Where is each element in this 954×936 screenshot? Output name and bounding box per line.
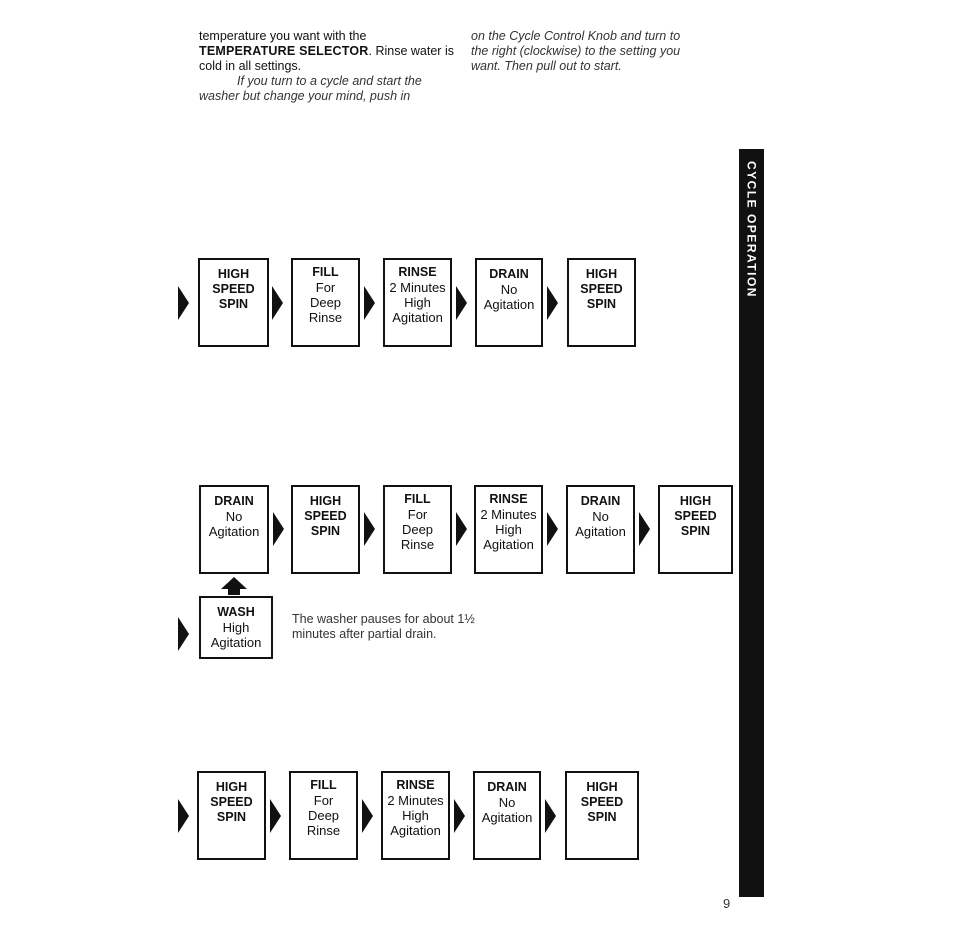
step-label-line: High — [404, 295, 431, 310]
intro-line — [199, 74, 469, 89]
step-label-line: DRAIN — [580, 494, 621, 508]
step-label-line: Agitation — [390, 823, 441, 838]
arrow-right-icon — [547, 286, 558, 320]
step-label-line: No — [592, 509, 609, 524]
step-box — [474, 485, 543, 574]
step-label-line: SPEED — [674, 509, 717, 523]
step-label-line: No — [498, 795, 516, 810]
intro-line-text: If you turn to a cycle and start the — [237, 74, 422, 88]
step-label-line: RINSE — [398, 265, 437, 279]
step-label-line: No — [500, 282, 518, 297]
step-label-line: FILL — [310, 778, 337, 792]
step-label-line: Agitation — [483, 297, 535, 312]
arrow-right-icon — [456, 286, 467, 320]
step-box — [383, 485, 452, 574]
arrow-right-icon — [272, 286, 283, 320]
step-label-line: SPEED — [304, 509, 347, 523]
step-label-line: HIGH — [585, 267, 618, 281]
step-label-line: For — [315, 280, 336, 295]
step-label-line: SPEED — [210, 795, 253, 809]
step-label-line: Agitation — [208, 524, 260, 539]
step-label-line: Deep — [309, 295, 342, 310]
pause-note-line: The washer pauses for about 1½ — [292, 612, 475, 626]
arrow-right-icon — [178, 286, 189, 320]
step-label-line: No — [225, 509, 243, 524]
step-label-line: Deep — [401, 522, 434, 537]
intro-right-column — [471, 29, 731, 74]
arrow-right-icon — [362, 799, 373, 833]
arrow-right-icon — [454, 799, 465, 833]
arrow-right-icon — [178, 617, 189, 651]
step-box — [291, 258, 360, 347]
step-box — [567, 258, 636, 347]
step-label-line: Agitation — [392, 310, 443, 325]
step-label-line: FILL — [404, 492, 431, 506]
intro-left-column — [199, 29, 469, 104]
step-label-line: RINSE — [489, 492, 528, 506]
step-label-line: 2 Minutes — [480, 507, 537, 522]
arrow-right-icon — [639, 512, 650, 546]
intro-line — [199, 44, 469, 59]
step-label-line: Agitation — [483, 537, 534, 552]
step-label-line: DRAIN — [214, 494, 254, 508]
step-label-line: HIGH — [586, 780, 618, 794]
pause-note — [292, 612, 475, 642]
intro-line: temperature you want with the — [199, 29, 367, 43]
step-label-line: HIGH — [217, 267, 250, 281]
step-box — [199, 485, 269, 574]
pause-note-line: minutes after partial drain. — [292, 627, 437, 641]
side-tab-label: CYCLE OPERATION — [744, 161, 759, 298]
step-label-line: WASH — [217, 605, 255, 619]
arrow-right-icon — [364, 512, 375, 546]
intro-line: want. Then pull out to start. — [471, 59, 622, 73]
step-label-line: SPIN — [216, 810, 247, 824]
arrow-right-icon — [545, 799, 556, 833]
intro-line: washer but change your mind, push in — [199, 89, 411, 103]
step-label-line: Deep — [307, 808, 340, 823]
arrow-right-icon — [178, 799, 189, 833]
step-box-wash — [199, 596, 273, 659]
step-label-line: Rinse — [400, 537, 435, 552]
intro-line: the right (clockwise) to the setting you — [471, 44, 681, 58]
intro-line-rest: . Rinse water is — [368, 44, 454, 58]
intro-line: on the Cycle Control Knob and turn to — [471, 29, 681, 43]
step-box — [197, 771, 266, 860]
step-box — [473, 771, 541, 860]
step-label-line: SPIN — [218, 297, 249, 311]
section-side-tab — [739, 149, 764, 897]
step-label-line: RINSE — [396, 778, 435, 792]
step-label-line: HIGH — [679, 494, 712, 508]
step-label-line: HIGH — [309, 494, 342, 508]
step-label-line: High — [402, 808, 429, 823]
step-box — [383, 258, 452, 347]
step-label-line: DRAIN — [489, 267, 529, 281]
arrow-right-icon — [456, 512, 467, 546]
step-label-line: SPIN — [680, 524, 711, 538]
step-label-line: Agitation — [481, 810, 533, 825]
step-label-line: Rinse — [306, 823, 341, 838]
step-label-line: Agitation — [210, 635, 262, 650]
arrow-right-icon — [270, 799, 281, 833]
step-label-line: HIGH — [215, 780, 248, 794]
arrow-up-stem — [228, 588, 240, 595]
step-label-line: SPEED — [212, 282, 255, 296]
step-label-line: SPEED — [580, 282, 623, 296]
step-label-line: Rinse — [308, 310, 343, 325]
step-box — [291, 485, 360, 574]
step-box — [475, 258, 543, 347]
step-label-line: For — [407, 507, 428, 522]
arrow-right-icon — [547, 512, 558, 546]
arrow-right-icon — [273, 512, 284, 546]
step-label-line: FILL — [312, 265, 339, 279]
step-label-line: Agitation — [575, 524, 626, 539]
page-number: 9 — [723, 896, 731, 911]
step-label-line: High — [222, 620, 250, 635]
step-box — [198, 258, 269, 347]
arrow-right-icon — [364, 286, 375, 320]
step-box — [381, 771, 450, 860]
step-label-line: 2 Minutes — [387, 793, 444, 808]
step-box — [566, 485, 635, 574]
temperature-selector-term: TEMPERATURE SELECTOR — [199, 44, 369, 58]
step-label-line: DRAIN — [487, 780, 527, 794]
step-label-line: SPEED — [580, 795, 624, 809]
step-label-line: 2 Minutes — [389, 280, 446, 295]
step-label-line: SPIN — [587, 810, 617, 824]
step-label-line: SPIN — [586, 297, 617, 311]
step-box — [289, 771, 358, 860]
step-label-line: SPIN — [310, 524, 341, 538]
intro-line: cold in all settings. — [199, 59, 302, 73]
step-box — [658, 485, 733, 574]
step-label-line: For — [313, 793, 334, 808]
step-box — [565, 771, 639, 860]
step-label-line: High — [495, 522, 522, 537]
